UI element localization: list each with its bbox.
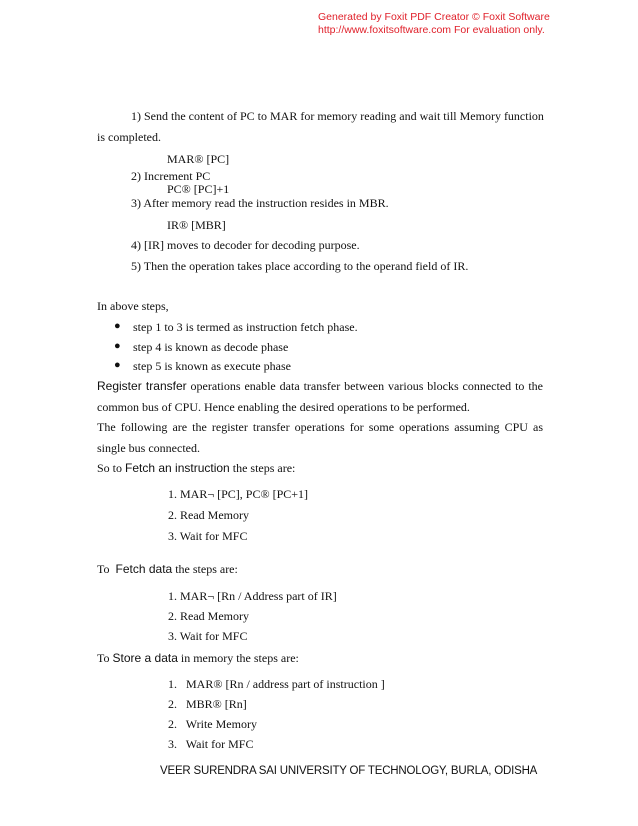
step-3-text: 3) After memory read the instruction resides in MBR.: [131, 196, 389, 210]
step-2-formula: PC® [PC]+1: [167, 182, 230, 196]
step-5-text: 5) Then the operation takes place according to the operand field of IR.: [131, 259, 469, 273]
fetch-data-step: 3. Wait for MFC: [168, 629, 248, 643]
register-transfer-text: operations enable data transfer between various blocks connected to the: [186, 379, 543, 393]
watermark-line-1: Generated by Foxit PDF Creator © Foxit Software: [318, 11, 550, 23]
store-data-heading: [97, 651, 299, 666]
fetch-instruction-heading: [97, 461, 295, 476]
register-transfer-line-1: [97, 379, 543, 394]
fetch-data-step: 1. MAR¬ [Rn / Address part of IR]: [168, 589, 337, 603]
heading-suffix: the steps are:: [229, 461, 296, 475]
register-transfer-line-4: single bus connected.: [97, 441, 200, 455]
fetch-instruction-step: 2. Read Memory: [168, 508, 249, 522]
fetch-instruction-step: 3. Wait for MFC: [168, 529, 248, 543]
step-1-formula: MAR® [PC]: [167, 152, 230, 166]
fetch-data-step: 2. Read Memory: [168, 609, 249, 623]
store-data-step: 3. Wait for MFC: [168, 737, 254, 751]
heading-suffix: in memory the steps are:: [177, 651, 299, 665]
page-footer: VEER SURENDRA SAI UNIVERSITY OF TECHNOLOGY, BURLA, ODISHA: [160, 765, 538, 777]
bullet-icon: ●: [114, 359, 121, 371]
bullet-icon: ●: [114, 320, 121, 332]
heading-prefix: So to: [97, 461, 126, 475]
watermark-line-2: http://www.foxitsoftware.com For evaluation only.: [318, 24, 545, 36]
heading-prefix: To: [97, 562, 116, 576]
fetch-instruction-term: Fetch an instruction: [125, 461, 230, 475]
phase-item: step 5 is known as execute phase: [133, 359, 291, 373]
fetch-data-heading: [97, 562, 238, 577]
fetch-instruction-step: 1. MAR¬ [PC], PC® [PC+1]: [168, 487, 309, 501]
step-3-formula: IR® [MBR]: [167, 218, 226, 232]
fetch-data-term: Fetch data: [115, 562, 173, 576]
phase-item: step 1 to 3 is termed as instruction fetch phase.: [133, 320, 358, 334]
store-data-step: 2. Write Memory: [168, 717, 257, 731]
step-1-text: 1) Send the content of PC to MAR for memory reading and wait till Memory function: [131, 109, 544, 123]
store-data-term: Store a data: [112, 651, 178, 665]
register-transfer-term: Register transfer: [97, 379, 187, 393]
phases-intro: In above steps,: [97, 299, 169, 313]
heading-suffix: the steps are:: [172, 562, 238, 576]
register-transfer-line-3: The following are the register transfer operations for some operations assuming CPU as: [97, 420, 543, 434]
bullet-icon: ●: [114, 340, 121, 352]
step-2-text: 2) Increment PC: [131, 169, 211, 183]
store-data-step: 1. MAR® [Rn / address part of instruction ]: [168, 677, 385, 691]
step-4-text: 4) [IR] moves to decoder for decoding purpose.: [131, 238, 360, 252]
store-data-step: 2. MBR® [Rn]: [168, 697, 247, 711]
step-1-continuation: is completed.: [97, 130, 161, 144]
phase-item: step 4 is known as decode phase: [133, 340, 289, 354]
register-transfer-line-2: common bus of CPU. Hence enabling the desired operations to be performed.: [97, 400, 470, 414]
heading-prefix: To: [97, 651, 113, 665]
